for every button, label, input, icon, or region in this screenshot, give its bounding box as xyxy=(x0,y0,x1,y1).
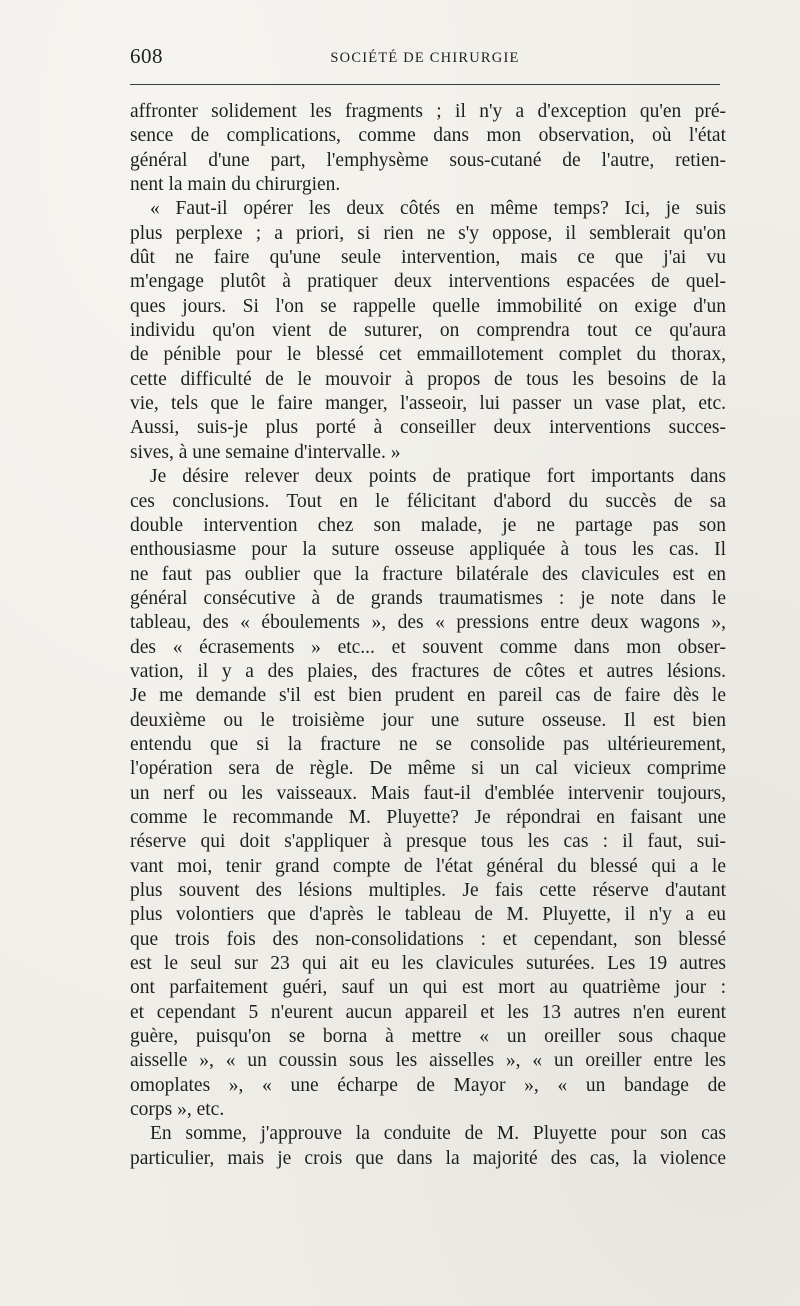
text-line: plus perplexe ; a priori, si rien ne s'y oppose, il semblerait qu'on xyxy=(130,222,726,244)
text-line: double intervention chez son malade, je ne partage pas son xyxy=(130,514,726,536)
text-line: général d'une part, l'emphysème sous-cutané de l'autre, retien- xyxy=(130,149,726,171)
text-line: un nerf ou les vaisseaux. Mais faut-il d'emblée intervenir toujours, xyxy=(130,782,726,804)
page-header xyxy=(130,44,720,74)
text-line: En somme, j'approuve la conduite de M. Pluyette pour son cas xyxy=(150,1123,726,1145)
text-line: omoplates », « une écharpe de Mayor », « un bandage de xyxy=(130,1074,726,1096)
text-line: Je désire relever deux points de pratique fort importants dans xyxy=(150,466,726,488)
text-line: Aussi, suis-je plus porté à conseiller deux interventions succes- xyxy=(130,417,726,439)
text-line: particulier, mais je crois que dans la majorité des cas, la violence xyxy=(130,1147,726,1169)
text-line: guère, puisqu'on se borna à mettre « un oreiller sous chaque xyxy=(130,1026,726,1048)
text-line: général consécutive à de grands traumatismes : je note dans le xyxy=(130,587,726,609)
text-line: que trois fois des non-consolidations : et cependant, son blessé xyxy=(130,928,726,950)
text-line: deuxième ou le troisième jour une suture osseuse. Il est bien xyxy=(130,709,726,731)
text-line: des « écrasements » etc... et souvent comme dans mon obser- xyxy=(130,636,726,658)
text-line: tableau, des « éboulements », des « pressions entre deux wagons », xyxy=(130,612,726,634)
text-line: réserve qui doit s'appliquer à presque tous les cas : il faut, sui- xyxy=(130,831,726,853)
body-text xyxy=(130,100,726,1171)
text-line: m'engage plutôt à pratiquer deux interventions espacées de quel- xyxy=(130,271,726,293)
text-line: corps », etc. xyxy=(130,1099,225,1121)
header-rule xyxy=(130,84,720,85)
text-line: cette difficulté de le mouvoir à propos de tous les besoins de la xyxy=(130,368,726,390)
text-line: vant moi, tenir grand compte de l'état général du blessé qui a le xyxy=(130,855,726,877)
text-line: comme le recommande M. Pluyette? Je répondrai en faisant une xyxy=(130,806,726,828)
text-line: plus souvent des lésions multiples. Je fais cette réserve d'autant xyxy=(130,880,726,901)
text-line: enthousiasme pour la suture osseuse appliquée à tous les cas. Il xyxy=(130,539,726,561)
text-line: « Faut-il opérer les deux côtés en même temps? Ici, je suis xyxy=(150,198,726,220)
text-line: ces conclusions. Tout en le félicitant d'abord du succès de sa xyxy=(130,490,726,512)
text-line: ques jours. Si l'on se rappelle quelle immobilité on exige d'un xyxy=(130,295,726,317)
text-line: et cependant 5 n'eurent aucun appareil et les 13 autres n'en eurent xyxy=(130,1001,726,1023)
text-line: ont parfaitement guéri, sauf un qui est mort au quatrième jour : xyxy=(130,977,726,999)
text-line: affronter solidement les fragments ; il n'y a d'exception qu'en pré- xyxy=(130,101,726,122)
running-head: SOCIÉTÉ DE CHIRURGIE xyxy=(330,50,520,66)
text-line: vie, tels que le faire manger, l'asseoir, lui passer un vase plat, etc. xyxy=(130,393,726,415)
page-number: 608 xyxy=(130,44,163,68)
text-line: est le seul sur 23 qui ait eu les clavicules suturées. Les 19 autres xyxy=(130,953,726,975)
text-line: ne faut pas oublier que la fracture bilatérale des clavicules est en xyxy=(130,563,726,585)
text-line: entendu que si la fracture ne se consolide pas ultérieurement, xyxy=(130,733,726,755)
text-line: sives, à une semaine d'intervalle. » xyxy=(130,441,401,463)
text-line: Je me demande s'il est bien prudent en pareil cas de faire dès le xyxy=(130,685,726,707)
text-line: dût ne faire qu'une seule intervention, mais ce que j'ai vu xyxy=(130,247,726,269)
text-line: individu qu'on vient de suturer, on comprendra tout ce qu'aura xyxy=(130,320,726,342)
text-line: nent la main du chirurgien. xyxy=(130,174,341,196)
text-line: sence de complications, comme dans mon observation, où l'état xyxy=(130,125,726,147)
text-line: vation, il y a des plaies, des fractures de côtes et autres lésions. xyxy=(130,660,726,682)
text-line: de pénible pour le blessé cet emmaillotement complet du thorax, xyxy=(130,344,726,366)
text-line: plus volontiers que d'après le tableau de M. Pluyette, il n'y a eu xyxy=(130,904,726,926)
text-line: l'opération sera de règle. De même si un cal vicieux comprime xyxy=(130,758,726,780)
text-line: aisselle », « un coussin sous les aisselles », « un oreiller entre les xyxy=(130,1050,726,1072)
